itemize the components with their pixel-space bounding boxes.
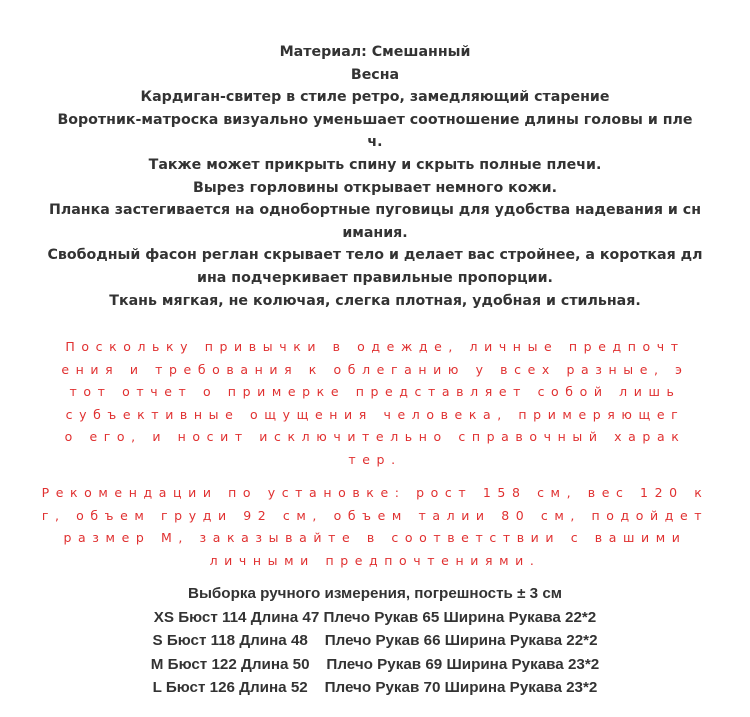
disclaimer-line: субъективные ощущения человека, примеряющег bbox=[65, 406, 685, 422]
description-line: Кардиган-свитер в стиле ретро, замедляющий старение bbox=[140, 89, 610, 106]
size-row-s: S Бюст 118 Длина 48 Плечо Рукав 66 Ширина Рукава 22*2 bbox=[152, 632, 598, 650]
size-row-l: L Бюст 126 Длина 52 Плечо Рукав 70 Ширина Рукава 23*2 bbox=[152, 679, 598, 697]
recommendation-line: личными предпочтениями. bbox=[209, 552, 541, 568]
size-recommendation bbox=[40, 482, 710, 572]
description-line: Ткань мягкая, не колючая, слегка плотная, удобная и стильная. bbox=[109, 292, 641, 309]
size-row-xs: XS Бюст 114 Длина 47 Плечо Рукав 65 Ширина Рукава 22*2 bbox=[153, 608, 597, 626]
description-line: Также может прикрыть спину и скрыть полные плечи. bbox=[148, 156, 602, 173]
description-line-season: Весна bbox=[350, 66, 400, 83]
product-description bbox=[40, 41, 710, 312]
disclaimer-line: о его, и носит исключительно справочный харак bbox=[64, 429, 686, 445]
description-line: Вырез горловины открывает немного кожи. bbox=[193, 179, 557, 196]
description-line: Воротник-матроска визуально уменьшает соотношение длины головы и пле bbox=[57, 111, 693, 128]
description-line: ина подчеркивает правильные пропорции. bbox=[197, 269, 553, 286]
size-row-m: M Бюст 122 Длина 50 Плечо Рукав 69 Ширина Рукава 23*2 bbox=[150, 655, 600, 673]
recommendation-line: г, объем груди 92 см, объем талии 80 см, подойдет bbox=[41, 507, 709, 523]
disclaimer-line: тот отчет о примерке представляет собой лишь bbox=[69, 384, 681, 400]
description-line-material: Материал: Смешанный bbox=[279, 44, 471, 60]
disclaimer-line: ения и требования к облеганию у всех разные, э bbox=[61, 361, 689, 377]
description-line: Свободный фасон реглан скрывает тело и делает вас стройнее, а короткая дл bbox=[47, 247, 703, 264]
description-line: имания. bbox=[342, 224, 408, 241]
disclaimer-line: Поскольку привычки в одежде, личные предпочт bbox=[65, 339, 685, 354]
size-chart-heading: Выборка ручного измерения, погрешность ± 3 см bbox=[187, 585, 563, 602]
recommendation-line: Рекомендации по установке: рост 158 см, вес 120 к bbox=[41, 485, 709, 500]
fit-disclaimer bbox=[40, 336, 710, 472]
recommendation-line: размер M, заказывайте в соответствии с вашими bbox=[63, 530, 687, 546]
size-chart bbox=[40, 582, 710, 700]
disclaimer-line: тер. bbox=[348, 451, 402, 467]
description-line: ч. bbox=[367, 134, 383, 151]
description-line: Планка застегивается на однобортные пуговицы для удобства надевания и сн bbox=[48, 202, 702, 219]
